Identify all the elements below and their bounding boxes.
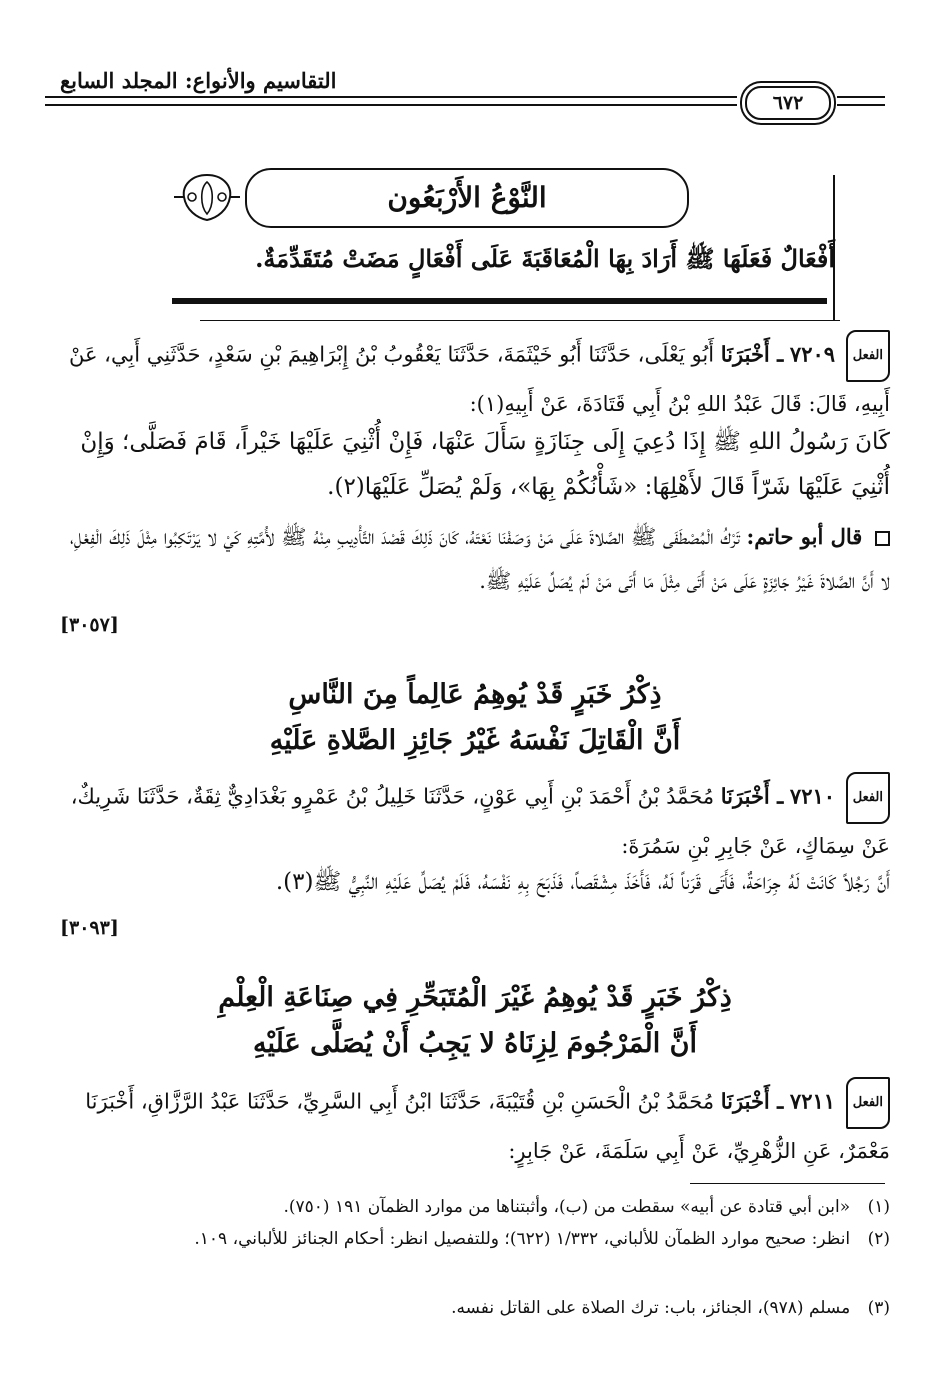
header-rule	[837, 104, 885, 106]
hadith-number: ٧٢٠٩	[789, 341, 836, 367]
hadith-7210-isnad	[60, 772, 890, 868]
comment-text: تَرْكُ الْمُصْطَفَى ﷺ الصَّلاةَ عَلَى مَنْ وَصَفْنَا نَعْتَهُ، كَانَ ذَلِكَ قَصْدَ التَّأْدِيبِ مِنْهُ ﷺ لأُمَّتِهِ كَيْ لا يَرْتَكِبُوا مِثْلَ ذَلِكَ الْفِعْلِ، لا أَنَّ الصَّلاةَ غَيْرُ جَائِزَةٍ عَلَى مَنْ أَتَى مِثْلَ مَا أَتَى مَنْ لَمْ يُصَلِّ عَلَيْهِ ﷺ.	[69, 525, 890, 593]
footnote-2	[60, 1224, 890, 1254]
hadith-number: ٧٢١٠	[789, 783, 836, 809]
hadith-lead: ـ أَخْبَرَنَا	[720, 783, 784, 809]
header-rule	[45, 96, 737, 98]
hadith-7210-matn: أَنَّ رَجُلاً كَانَتْ لَهُ جِرَاحَةٌ، فَأَتَى قَرَناً لَهُ، فَأَخَذَ مِشْقَصاً، فَذَبَحَ بِهِ نَفْسَهُ، فَلَمْ يُصَلِّ عَلَيْهِ النَّبِيُّ ﷺ(٣).	[275, 869, 890, 895]
hadith-badge: الفعل	[846, 772, 890, 824]
hadith-7209-comment	[60, 515, 890, 603]
section-heading: أَنَّ الْقَاتِلَ نَفْسَهُ غَيْرُ جَائِزِ الصَّلاةِ عَلَيْهِ	[269, 725, 681, 756]
footnote-3	[60, 1293, 890, 1323]
hadith-7209-matn: كَانَ رَسُولُ اللهِ ﷺ إِذَا دُعِيَ إِلَى جِنَازَةٍ سَأَلَ عَنْهَا، فَإِنْ أُثْنِيَ عَلَيْهَا خَيْراً، قَامَ فَصَلَّى؛ وَإِنْ أُثْنِيَ عَلَيْهَا شَرّاً قَالَ لأَهْلِهَا: «شَأْنُكُمْ بِهَا»، وَلَمْ يُصَلِّ عَلَيْهَا(٢).	[80, 429, 890, 500]
header-rule	[45, 104, 737, 106]
hadith-ref: [٣٠٩٣]	[60, 917, 119, 939]
hadith-ref: [٣٠٥٧]	[60, 614, 119, 636]
chapter-title: النَّوْعُ الأَرْبَعُون	[245, 168, 689, 228]
hadith-badge: الفعل	[846, 330, 890, 382]
footnote-number: (١)	[867, 1197, 890, 1217]
hadith-number: ٧٢١١	[789, 1088, 836, 1114]
footnote-1	[60, 1192, 890, 1222]
footnote-text: مسلم (٩٧٨)، الجنائز، باب: ترك الصلاة على القاتل نفسه.	[451, 1298, 851, 1318]
section-heading: ذِكْرُ خَبَرٍ قَدْ يُوهِمُ عَالِماً مِنَ النَّاسِ	[288, 679, 662, 710]
footnote-number: (٢)	[867, 1229, 890, 1249]
hadith-isnad: أَبُو يَعْلَى، حَدَّثَنَا أَبُو خَيْثَمَةَ، حَدَّثَنَا يَعْقُوبُ بْنُ إِبْرَاهِيمَ بْنِ سَعْدٍ، حَدَّثَنِي أَبِي، عَنْ أَبِيهِ، قَالَ: قَالَ عَبْدُ اللهِ بْنُ أَبِي قَتَادَةَ، عَنْ أَبِيهِ(١):	[68, 342, 890, 416]
square-icon	[875, 531, 890, 546]
footnote-text: «ابن أبي قتادة عن أبيه» سقطت من (ب)، وأثبتناها من موارد الظمآن ١٩١ (٧٥٠).	[283, 1197, 851, 1217]
hadith-isnad: مُحَمَّدُ بْنُ أَحْمَدَ بْنِ أَبِي عَوْنٍ، حَدَّثَنَا خَلِيلُ بْنُ عَمْرٍو بَغْدَادِيٌّ ثِقَةٌ، حَدَّثَنَا شَرِيكٌ، عَنْ سِمَاكٍ، عَنْ جَابِرِ بْنِ سَمُرَةَ:	[70, 784, 890, 858]
page-number: ٦٧٢	[745, 86, 831, 120]
hadith-lead: ـ أَخْبَرَنَا	[720, 341, 784, 367]
section-heading: ذِكْرُ خَبَرٍ قَدْ يُوهِمُ غَيْرَ الْمُتَبَحِّرِ فِي صِنَاعَةِ الْعِلْمِ	[218, 982, 732, 1013]
hadith-badge: الفعل	[846, 1077, 890, 1129]
header-rule	[837, 96, 885, 98]
comment-lead: قال أبو حاتم:	[746, 524, 863, 549]
footnote-text: انظر: صحيح موارد الظمآن للألباني، ١/٣٣٢ (٦٢٢)؛ وللتفصيل انظر: أحكام الجنائز للألباني، ١٠٩.	[194, 1229, 851, 1249]
running-title: التقاسيم والأنواع: المجلد السابع	[60, 68, 337, 93]
hadith-7209-isnad	[60, 330, 890, 426]
section-heading: أَنَّ الْمَرْجُومَ لِزِنَاهُ لا يَجِبُ أَنْ يُصَلَّى عَلَيْهِ	[253, 1028, 697, 1059]
hadith-lead: ـ أَخْبَرَنَا	[720, 1088, 784, 1114]
hadith-isnad: مُحَمَّدُ بْنُ الْحَسَنِ بْنِ قُتَيْبَةَ، حَدَّثَنَا ابْنُ أَبِي السَّرِيِّ، حَدَّثَنَا عَبْدُ الرَّزَّاقِ، أَخْبَرَنَا مَعْمَرٌ، عَنِ الزُّهْرِيِّ، عَنْ أَبِي سَلَمَةَ، عَنْ جَابِرٍ:	[85, 1089, 890, 1163]
section-rule	[172, 298, 827, 304]
footnote-number: (٣)	[867, 1298, 890, 1318]
footnote-rule	[690, 1183, 885, 1184]
section-rule	[200, 320, 840, 321]
chapter-subtitle: أَفْعَالٌ فَعَلَهَا ﷺ أَرَادَ بِهَا الْمُعَاقَبَةَ عَلَى أَفْعَالٍ مَضَتْ مُتَقَدِّمَةٌ.	[255, 244, 835, 273]
hadith-7211-isnad	[60, 1077, 890, 1173]
ornament-icon	[172, 170, 242, 225]
